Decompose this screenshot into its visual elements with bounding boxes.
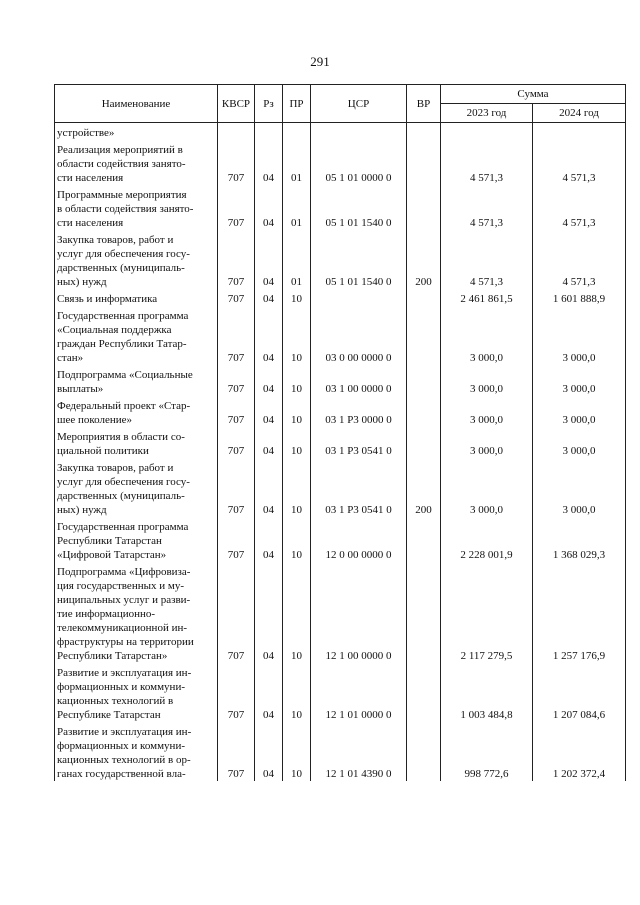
table-body <box>55 123 626 782</box>
header-rz: Рз <box>255 85 283 123</box>
row-sum-2023: 3 000,0 <box>441 306 533 365</box>
row-name <box>55 427 218 458</box>
row-kvsr: 707 <box>218 230 255 289</box>
row-sum-2023: 3 000,0 <box>441 365 533 396</box>
row-csr: 12 0 00 0000 0 <box>311 517 407 562</box>
row-rz: 04 <box>255 140 283 185</box>
row-sum-2024: 3 000,0 <box>533 458 626 517</box>
table-row <box>55 123 626 141</box>
row-csr: 12 1 01 0000 0 <box>311 663 407 722</box>
row-name-line: «Цифровой Татарстан» <box>57 549 167 561</box>
row-name-line: в области содействия занято- <box>57 203 194 215</box>
row-pr: 01 <box>283 230 311 289</box>
row-pr: 10 <box>283 306 311 365</box>
row-kvsr: 707 <box>218 185 255 230</box>
row-name <box>55 123 218 141</box>
row-sum-2024: 4 571,3 <box>533 185 626 230</box>
row-name <box>55 365 218 396</box>
row-rz: 04 <box>255 517 283 562</box>
row-sum-2023: 3 000,0 <box>441 458 533 517</box>
row-rz: 04 <box>255 185 283 230</box>
header-year-2024: 2024 год <box>533 104 626 123</box>
row-vr <box>407 365 441 396</box>
table-row <box>55 185 626 230</box>
row-sum-2024: 3 000,0 <box>533 396 626 427</box>
page-number: 291 <box>310 54 330 69</box>
row-sum-2023 <box>441 123 533 141</box>
row-kvsr: 707 <box>218 365 255 396</box>
row-rz: 04 <box>255 365 283 396</box>
row-csr: 12 1 00 0000 0 <box>311 562 407 663</box>
row-vr <box>407 306 441 365</box>
row-rz: 04 <box>255 306 283 365</box>
row-csr <box>311 123 407 141</box>
row-name-line: дарственных (муниципаль- <box>57 262 185 274</box>
header-pr: ПР <box>283 85 311 123</box>
row-name <box>55 289 218 306</box>
row-name-line: области содействия занято- <box>57 158 186 170</box>
row-vr <box>407 289 441 306</box>
row-name-line: «Социальная поддержка <box>57 324 172 336</box>
row-name-line: ных) нужд <box>57 276 107 288</box>
row-sum-2023: 1 003 484,8 <box>441 663 533 722</box>
row-sum-2023: 2 461 861,5 <box>441 289 533 306</box>
table-row <box>55 230 626 289</box>
row-pr: 10 <box>283 289 311 306</box>
row-sum-2024: 1 257 176,9 <box>533 562 626 663</box>
row-csr: 03 1 P3 0541 0 <box>311 458 407 517</box>
row-name <box>55 663 218 722</box>
row-name-line: телекоммуникационной ин- <box>57 622 188 634</box>
row-sum-2024: 3 000,0 <box>533 365 626 396</box>
table-row <box>55 365 626 396</box>
row-name-line: сти населения <box>57 172 124 184</box>
row-name-line: стан» <box>57 352 84 364</box>
table-row <box>55 722 626 781</box>
row-sum-2024: 4 571,3 <box>533 140 626 185</box>
row-pr: 01 <box>283 140 311 185</box>
row-sum-2023: 4 571,3 <box>441 140 533 185</box>
row-name-line: граждан Республики Татар- <box>57 338 187 350</box>
row-kvsr: 707 <box>218 562 255 663</box>
row-name-line: Развитие и эксплуатация ин- <box>57 726 192 738</box>
row-name-line: Подпрограмма «Социальные <box>57 369 193 381</box>
row-vr <box>407 663 441 722</box>
row-sum-2023: 2 228 001,9 <box>441 517 533 562</box>
row-pr: 10 <box>283 562 311 663</box>
row-kvsr: 707 <box>218 517 255 562</box>
row-vr: 200 <box>407 458 441 517</box>
row-vr: 200 <box>407 230 441 289</box>
row-pr <box>283 123 311 141</box>
row-rz: 04 <box>255 458 283 517</box>
table-row <box>55 396 626 427</box>
row-vr <box>407 722 441 781</box>
row-csr: 05 1 01 1540 0 <box>311 230 407 289</box>
row-name <box>55 306 218 365</box>
row-name-line: Мероприятия в области со- <box>57 431 185 443</box>
row-name-line: Связь и информатика <box>57 293 158 305</box>
row-sum-2024 <box>533 123 626 141</box>
row-pr: 10 <box>283 365 311 396</box>
row-kvsr: 707 <box>218 458 255 517</box>
row-name <box>55 396 218 427</box>
row-csr: 03 1 P3 0000 0 <box>311 396 407 427</box>
row-name-line: Республики Татарстан» <box>57 650 168 662</box>
row-name-line: Подпрограмма «Цифровиза- <box>57 566 191 578</box>
row-rz: 04 <box>255 722 283 781</box>
row-rz: 04 <box>255 289 283 306</box>
row-name-line: ных) нужд <box>57 504 107 516</box>
row-name <box>55 517 218 562</box>
budget-table <box>54 84 626 781</box>
row-name-line: фраструктуры на территории <box>57 636 194 648</box>
table-row <box>55 289 626 306</box>
row-sum-2024: 3 000,0 <box>533 427 626 458</box>
row-kvsr: 707 <box>218 140 255 185</box>
row-kvsr: 707 <box>218 722 255 781</box>
row-name-line: сти населения <box>57 217 124 229</box>
row-name-line: услуг для обеспечения госу- <box>57 248 190 260</box>
row-name-line: Государственная программа <box>57 310 189 322</box>
table-row <box>55 140 626 185</box>
row-sum-2024: 1 202 372,4 <box>533 722 626 781</box>
row-vr <box>407 140 441 185</box>
row-csr <box>311 289 407 306</box>
row-name-line: Государственная программа <box>57 521 189 533</box>
header-vr: ВР <box>407 85 441 123</box>
row-name-line: Закупка товаров, работ и <box>57 462 174 474</box>
row-csr: 12 1 01 4390 0 <box>311 722 407 781</box>
row-name <box>55 230 218 289</box>
row-name-line: Реализация мероприятий в <box>57 144 183 156</box>
table-row <box>55 458 626 517</box>
row-rz: 04 <box>255 396 283 427</box>
table-row <box>55 562 626 663</box>
row-name <box>55 722 218 781</box>
row-name-line: ганах государственной вла- <box>57 768 186 780</box>
row-csr: 05 1 01 0000 0 <box>311 140 407 185</box>
row-vr <box>407 396 441 427</box>
table-row <box>55 306 626 365</box>
row-name-line: кационных технологий в ор- <box>57 754 191 766</box>
row-name-line: Закупка товаров, работ и <box>57 234 174 246</box>
row-kvsr: 707 <box>218 663 255 722</box>
row-vr <box>407 517 441 562</box>
row-sum-2024: 1 207 084,6 <box>533 663 626 722</box>
row-csr: 03 1 P3 0541 0 <box>311 427 407 458</box>
row-vr <box>407 123 441 141</box>
row-name-line: Программные мероприятия <box>57 189 187 201</box>
row-name-line: ция государственных и му- <box>57 580 184 592</box>
row-kvsr: 707 <box>218 306 255 365</box>
row-name <box>55 458 218 517</box>
row-name-line: ниципальных услуг и разви- <box>57 594 191 606</box>
row-pr: 10 <box>283 517 311 562</box>
row-name <box>55 140 218 185</box>
row-rz: 04 <box>255 230 283 289</box>
row-pr: 01 <box>283 185 311 230</box>
header-sum: Сумма <box>441 85 626 104</box>
row-sum-2023: 3 000,0 <box>441 396 533 427</box>
table-header <box>55 85 626 123</box>
row-name <box>55 185 218 230</box>
header-name: Наименование <box>55 85 218 123</box>
row-sum-2024: 4 571,3 <box>533 230 626 289</box>
row-name-line: Развитие и эксплуатация ин- <box>57 667 192 679</box>
row-kvsr: 707 <box>218 289 255 306</box>
row-pr: 10 <box>283 458 311 517</box>
header-kvsr: КВСР <box>218 85 255 123</box>
table-row <box>55 517 626 562</box>
row-name-line: тие информационно- <box>57 608 156 620</box>
row-kvsr <box>218 123 255 141</box>
row-vr <box>407 185 441 230</box>
row-name-line: формационных и коммуни- <box>57 740 185 752</box>
row-name-line: циальной политики <box>57 445 149 457</box>
row-csr: 05 1 01 1540 0 <box>311 185 407 230</box>
row-name-line: дарственных (муниципаль- <box>57 490 185 502</box>
row-pr: 10 <box>283 663 311 722</box>
row-kvsr: 707 <box>218 396 255 427</box>
header-year-2023: 2023 год <box>441 104 533 123</box>
row-csr: 03 0 00 0000 0 <box>311 306 407 365</box>
row-name-line: шее поколение» <box>57 414 133 426</box>
table-row <box>55 427 626 458</box>
row-rz <box>255 123 283 141</box>
row-name-line: выплаты» <box>57 383 104 395</box>
row-name-line: Республике Татарстан <box>57 709 161 721</box>
row-sum-2023: 998 772,6 <box>441 722 533 781</box>
row-rz: 04 <box>255 663 283 722</box>
row-sum-2023: 4 571,3 <box>441 230 533 289</box>
row-name-line: кационных технологий в <box>57 695 174 707</box>
row-pr: 10 <box>283 722 311 781</box>
row-pr: 10 <box>283 427 311 458</box>
row-vr <box>407 562 441 663</box>
header-csr: ЦСР <box>311 85 407 123</box>
row-name <box>55 562 218 663</box>
row-name-line: формационных и коммуни- <box>57 681 185 693</box>
row-sum-2023: 4 571,3 <box>441 185 533 230</box>
row-sum-2023: 2 117 279,5 <box>441 562 533 663</box>
table-row <box>55 663 626 722</box>
row-sum-2024: 1 368 029,3 <box>533 517 626 562</box>
row-sum-2023: 3 000,0 <box>441 427 533 458</box>
row-name-line: Федеральный проект «Стар- <box>57 400 191 412</box>
row-kvsr: 707 <box>218 427 255 458</box>
row-pr: 10 <box>283 396 311 427</box>
row-vr <box>407 427 441 458</box>
row-name-line: Республики Татарстан <box>57 535 162 547</box>
row-rz: 04 <box>255 427 283 458</box>
row-name-line: устройстве» <box>57 127 115 139</box>
row-sum-2024: 3 000,0 <box>533 306 626 365</box>
row-rz: 04 <box>255 562 283 663</box>
row-sum-2024: 1 601 888,9 <box>533 289 626 306</box>
row-csr: 03 1 00 0000 0 <box>311 365 407 396</box>
row-name-line: услуг для обеспечения госу- <box>57 476 190 488</box>
